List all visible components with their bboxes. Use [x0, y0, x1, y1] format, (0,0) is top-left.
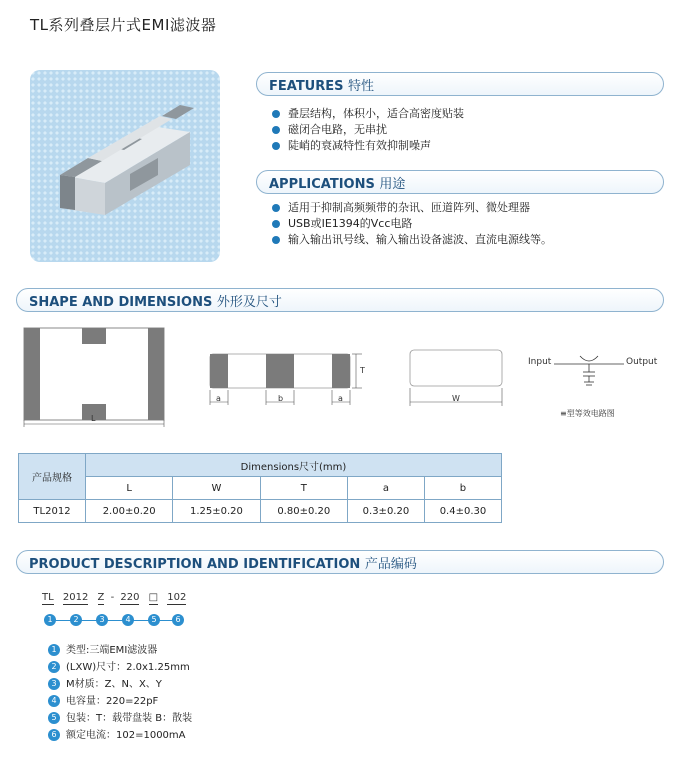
dim-label-a1: a: [216, 394, 221, 403]
list-item: 2 (LXW)尺寸：2.0x1.25mm: [48, 659, 192, 676]
code-number: 1: [44, 614, 56, 626]
code-number: 2: [70, 614, 82, 626]
equiv-circuit-caption: ≡型等效电路图: [560, 409, 615, 418]
code-part: 2012: [62, 592, 89, 603]
table-header-cell: T: [260, 477, 347, 500]
code-number: 6: [172, 614, 184, 626]
circuit-input-label: Input: [528, 357, 552, 367]
table-header-cell: a: [347, 477, 424, 500]
product-photo: [30, 70, 220, 262]
table-cell: 1.25±0.20: [173, 500, 260, 523]
applications-header: [256, 170, 664, 194]
product-description-list: [48, 642, 192, 744]
applications-list: [272, 200, 552, 248]
product-heading-cn: 产品编码: [364, 557, 417, 572]
table-group-header: Dimensions尺寸(mm): [86, 454, 502, 477]
shape-heading-cn: 外形及尺寸: [216, 295, 282, 310]
table-header-cell: W: [173, 477, 260, 500]
product-code: [42, 592, 192, 605]
code-part: TL: [42, 592, 54, 603]
code-part: -: [110, 592, 115, 603]
list-item: USB或IE1394的Vcc电路: [272, 216, 552, 232]
table-cell: 0.3±0.20: [347, 500, 424, 523]
circuit-output-label: Output: [626, 357, 658, 367]
list-item: 6 额定电流：102=1000mA: [48, 727, 192, 744]
dim-label-W: W: [452, 394, 460, 403]
list-item: 磁闭合电路，无串扰: [272, 122, 464, 138]
code-number: 4: [122, 614, 134, 626]
code-number: 3: [96, 614, 108, 626]
dim-label-b: b: [278, 394, 284, 403]
product-header: [16, 550, 664, 574]
code-part: □: [148, 592, 159, 603]
applications-heading-cn: 用途: [379, 177, 406, 192]
code-part: Z: [97, 592, 105, 603]
list-item: 4 电容量：220=22pF: [48, 693, 192, 710]
shape-header: [16, 288, 664, 312]
list-item: 陡峭的衰减特性有效抑制噪声: [272, 138, 464, 154]
chip-image: [30, 70, 220, 262]
code-number-strip: [44, 614, 184, 630]
table-cell-model: TL2012: [19, 500, 86, 523]
list-item: 输入输出讯号线、输入输出设备滤波、直流电源线等。: [272, 232, 552, 248]
table-row: [19, 500, 502, 523]
shape-heading-en: SHAPE AND DIMENSIONS: [29, 295, 213, 310]
dim-label-T: T: [360, 366, 365, 375]
equivalent-circuit-diagram: [550, 352, 630, 402]
top-view-drawing: [22, 326, 172, 430]
list-item: 5 包装：T：载带盘装 B：散装: [48, 710, 192, 727]
code-part: 220: [120, 592, 140, 603]
page-title: TL系列叠层片式EMI滤波器: [30, 16, 217, 34]
applications-heading-en: APPLICATIONS: [269, 177, 375, 192]
features-heading-cn: 特性: [348, 79, 375, 94]
features-header: [256, 72, 664, 96]
code-part: 102: [167, 592, 187, 603]
list-item: 1 类型:三端EMI滤波器: [48, 642, 192, 659]
list-item: 3 M材质：Z、N、X、Y: [48, 676, 192, 693]
table-cell: 0.4±0.30: [424, 500, 501, 523]
list-item: 叠层结构，体积小，适合高密度贴装: [272, 106, 464, 122]
code-number: 5: [148, 614, 160, 626]
table-header-model: 产品规格: [19, 454, 86, 500]
table-header-cell: L: [86, 477, 173, 500]
dim-label-a2: a: [338, 394, 343, 403]
features-list: [272, 106, 464, 154]
dim-label-L: L: [91, 414, 96, 423]
dimensions-table: [18, 453, 502, 523]
table-cell: 2.00±0.20: [86, 500, 173, 523]
features-heading-en: FEATURES: [269, 79, 344, 94]
table-header-cell: b: [424, 477, 501, 500]
table-cell: 0.80±0.20: [260, 500, 347, 523]
product-heading-en: PRODUCT DESCRIPTION AND IDENTIFICATION: [29, 557, 361, 572]
list-item: 适用于抑制高频频带的杂讯、匝道阵列、微处理器: [272, 200, 552, 216]
